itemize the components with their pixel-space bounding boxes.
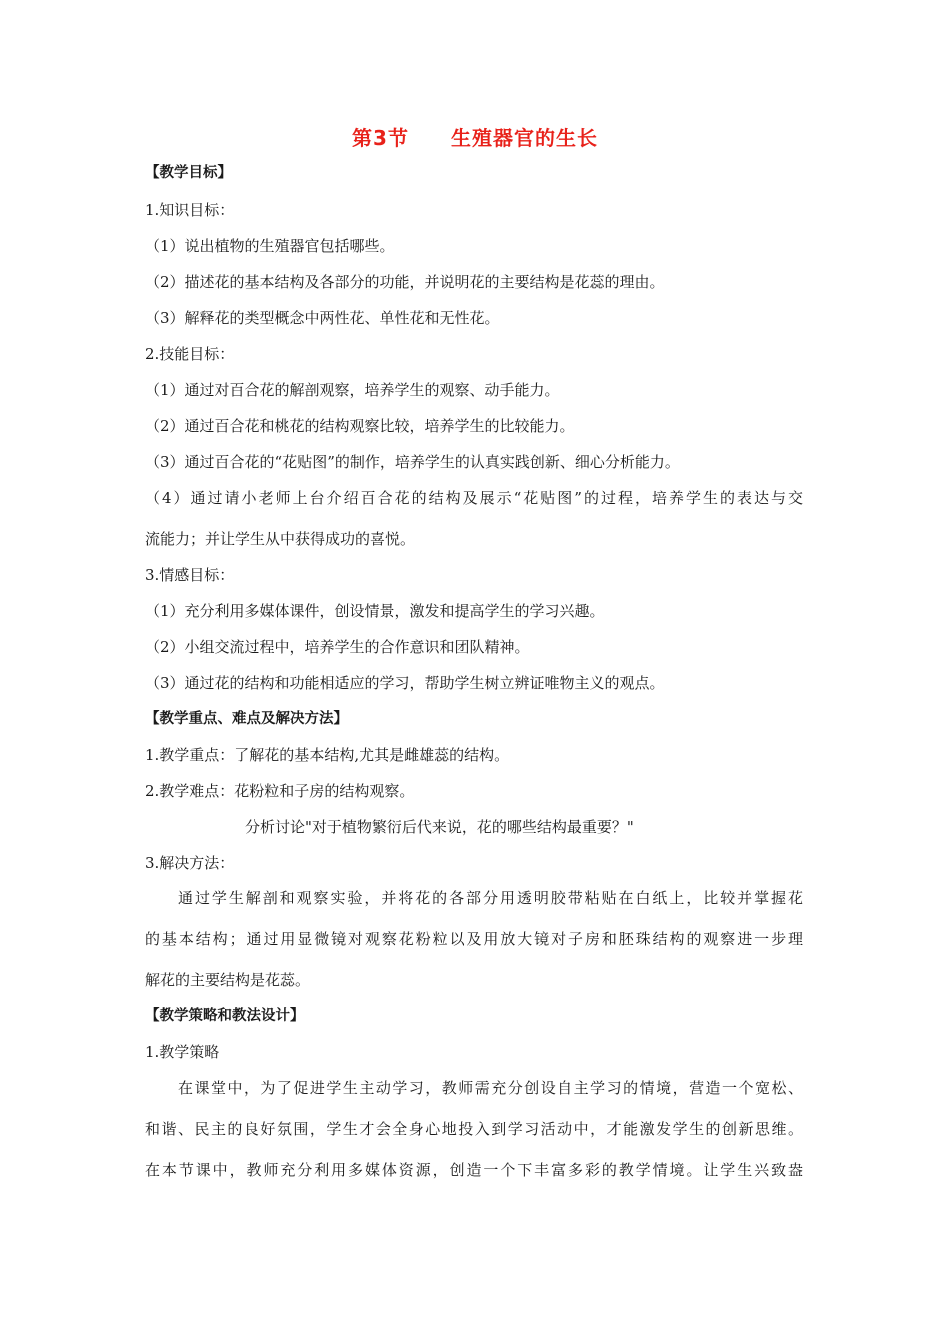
knowledge-item: （1）说出植物的生殖器官包括哪些。	[145, 237, 395, 255]
knowledge-label: 1.知识目标：	[145, 201, 235, 219]
strategy-text: 在课堂中，为了促进学生主动学习，教师需充分创设自主学习的情境，营造一个宽松、	[178, 1079, 803, 1097]
skill-item: （3）通过百合花的“花贴图”的制作，培养学生的认真实践创新、细心分析能力。	[145, 453, 680, 471]
skill-label: 2.技能目标：	[145, 345, 235, 363]
strategy-text: 和谐、民主的良好氛围，学生才会全身心地投入到学习活动中，才能激发学生的创新思维。	[145, 1120, 803, 1138]
method-label: 3.解决方法：	[145, 854, 235, 872]
section-name: 生殖器官的生长	[450, 126, 598, 150]
section-number: 第3节	[352, 126, 409, 150]
key-difficulty: 2.教学难点：花粉粒和子房的结构观察。	[145, 782, 415, 800]
knowledge-item: （2）描述花的基本结构及各部分的功能，并说明花的主要结构是花蕊的理由。	[145, 273, 665, 291]
strategy-text: 在本节课中，教师充分利用多媒体资源，创造一个下丰富多彩的教学情境。让学生兴致盎	[145, 1161, 803, 1179]
heading-strategy: 【教学策略和教法设计】	[145, 1008, 305, 1024]
page-title	[0, 122, 950, 151]
strategy-label: 1.教学策略	[145, 1043, 220, 1061]
heading-objectives: 【教学目标】	[145, 165, 232, 181]
skill-item: （4）通过请小老师上台介绍百合花的结构及展示“花贴图”的过程，培养学生的表达与交	[145, 489, 803, 507]
emotion-item: （1）充分利用多媒体课件，创设情景，激发和提高学生的学习兴趣。	[145, 602, 605, 620]
emotion-label: 3.情感目标：	[145, 566, 235, 584]
heading-key-points: 【教学重点、难点及解决方法】	[145, 711, 348, 727]
emotion-item: （3）通过花的结构和功能相适应的学习，帮助学生树立辨证唯物主义的观点。	[145, 674, 665, 692]
method-text: 通过学生解剖和观察实验，并将花的各部分用透明胶带粘贴在白纸上，比较并掌握花	[178, 889, 803, 907]
knowledge-item: （3）解释花的类型概念中两性花、单性花和无性花。	[145, 309, 500, 327]
key-difficulty-2: 分析讨论"对于植物繁衍后代来说，花的哪些结构最重要？"	[245, 818, 634, 836]
skill-item: （1）通过对百合花的解剖观察，培养学生的观察、动手能力。	[145, 381, 560, 399]
emotion-item: （2）小组交流过程中，培养学生的合作意识和团队精神。	[145, 638, 530, 656]
method-text: 的基本结构；通过用显微镜对观察花粉粒以及用放大镜对子房和胚珠结构的观察进一步理	[145, 930, 803, 948]
method-text: 解花的主要结构是花蕊。	[145, 971, 311, 989]
skill-item-continued: 流能力；并让学生从中获得成功的喜悦。	[145, 530, 416, 548]
skill-item: （2）通过百合花和桃花的结构观察比较，培养学生的比较能力。	[145, 417, 575, 435]
key-focus: 1.教学重点：了解花的基本结构,尤其是雌雄蕊的结构。	[145, 746, 510, 764]
